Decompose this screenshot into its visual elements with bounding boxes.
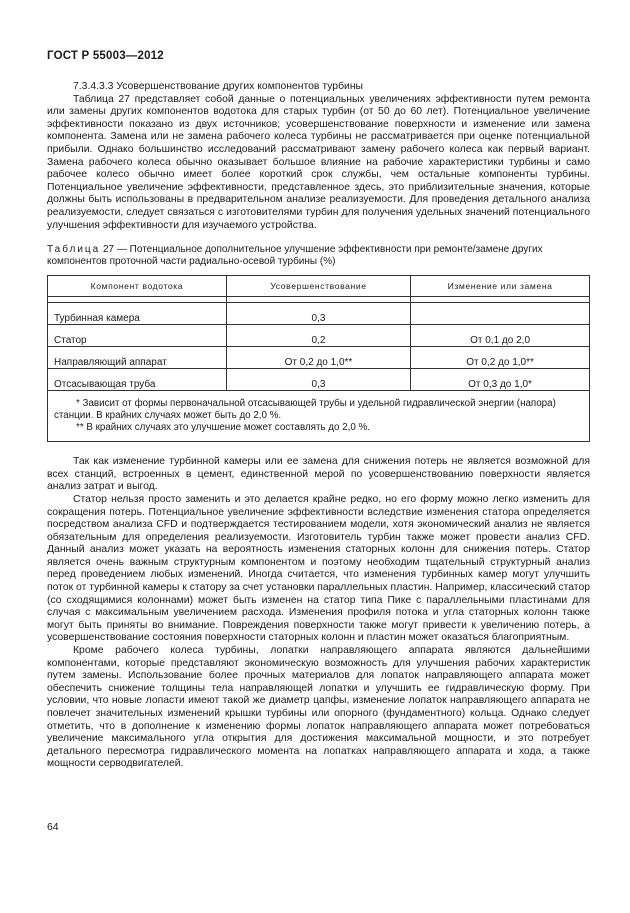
table-caption-label: Таблица [47, 244, 101, 256]
section-title: 7.3.4.3.3 Усовершенствование других компонентов турбины [73, 81, 364, 92]
cell-replacement: От 0,3 до 1,0* [411, 368, 590, 390]
cell-improvement: 0,3 [226, 302, 410, 324]
table-row [48, 368, 590, 390]
document-header: ГОСТ Р 55003—2012 [47, 50, 164, 62]
cell-component: Статор [48, 324, 227, 346]
header-replacement: Изменение или замена [411, 275, 590, 296]
cell-replacement: От 0,2 до 1,0** [411, 346, 590, 368]
table-row [48, 324, 590, 346]
table-header-row [48, 275, 590, 296]
efficiency-table [47, 275, 590, 443]
body-paragraph: Так как изменение турбинной камеры или ее замена для снижения потерь не является возможной для всех станций, встроенных в цемент, единственной мерой по усовершенствованию поверхности является анализ затрат и выгод. [47, 456, 590, 493]
table-row [48, 346, 590, 368]
table-note-1: * Зависит от формы первоначальной отсасывающей трубы и удельной гидравлической энергии (напора) станции. В крайних случаях может быть до 2,0 %. [54, 397, 556, 421]
table-note-2: ** В крайних случаях это улучшение может составлять до 2,0 %. [76, 421, 370, 433]
cell-replacement [411, 302, 590, 324]
page-number: 64 [47, 822, 59, 833]
table-caption [47, 244, 590, 268]
cell-component: Направляющий аппарат [48, 346, 227, 368]
cell-improvement: 0,2 [226, 324, 410, 346]
header-improvement: Усовершенствование [226, 275, 410, 296]
body-text [47, 456, 590, 771]
header-component: Компонент водотока [48, 275, 227, 296]
cell-replacement: От 0,1 до 2,0 [411, 324, 590, 346]
table-caption-text: 27 — Потенциальное дополнительное улучшение эффективности при ремонте/замене других компонентов проточной части радиально-осевой турбины (%) [47, 244, 543, 268]
table-row [48, 302, 590, 324]
cell-improvement: 0,3 [226, 368, 410, 390]
body-paragraph: Кроме рабочего колеса турбины, лопатки направляющего аппарата являются дальнейшими компонентами, которые представляют экономическую возможность для улучшения рабочих характеристик путем замены. Использование более прочных материалов для лопаток направляющего аппарата может обеспечить снижение толщины тела направляющей лопатки и улучшить ее гидравлическую форму. При условии, что новые лопасти имеют такой же диаметр цапфы, изменение лопаток направляющего аппарата не повлечет значительных изменений крышки турбины или опорного (фундаментного) кольца. Однако следует отметить, что в дополнение к изменению формы лопаток направляющего аппарата может потребоваться увеличение максимального угла открытия для достижения максимальной мощности, и это потребует детального пересмотра гидравлического момента на лопатках направляющего аппарата и хода, а также мощности серводвигателей. [47, 645, 590, 770]
cell-component: Отсасывающая труба [48, 368, 227, 390]
intro-paragraph: Таблица 27 представляет собой данные о потенциальных увеличениях эффективности путем ремонта или замены других компонентов водотока для старых турбин (от 50 до 60 лет). Потенциальное увеличение эффективности показано из двух источников; усовершенствование поверхности и изменение или замена компонента. Замена или не замена рабочего колеса турбины не рассматривается при оценке потенциальной прибыли. Однако большинство исследований рассматривают замену рабочего колеса как первый вариант. Замена рабочего колеса обычно оказывает большое влияние на рабочие характеристики турбины и само рабочее колесо обычно имеет более короткий срок службы, чем остальные компоненты турбины. Потенциальное увеличение эффективности, представленное здесь, это приблизительные значения, которые должны быть использованы в предварительном анализе реализуемости. Для проведения детального анализа реализуемости, следует связаться с изготовителями турбин для получения удельных значений потенциального улучшения эффективности для изучаемого устройства. [47, 93, 590, 231]
cell-component: Турбинная камера [48, 302, 227, 324]
cell-improvement: От 0,2 до 1,0** [226, 346, 410, 368]
body-paragraph: Статор нельзя просто заменить и это делается крайне редко, но его форму можно легко изменить для сокращения потерь. Потенциальное увеличение эффективности вследствие изменения статора определяется посредством анализа CFD и подтверждается тестированием модели, хотя экономический анализ не является обязательным для определения реализуемости. Изготовитель турбин также может провести анализ CFD. Данный анализ может указать на вероятность изменения статорных колонн для снижения потерь. Статор является очень важным структурным компонентом и поэтому необходим тщательный структурный анализ перед проведением любых изменений. Иногда считается, что изменения турбинных камер могут улучшить поток от турбинной камеры к статору за счет установки параллельных пластин. Например, классический статор (со сходящимися колоннами) может быть изменен на статор типа Пике с параллельными пластинами для случая с максимальным увеличением расхода. Изменения профиля потока и угла статорных колонн также могут быть приняты во внимание. Повреждения поверхности также могут привести к увеличению потерь, а усовершенствование состояния поверхности статорных колонн и пластин может оказаться благоприятным. [47, 493, 590, 644]
table-notes [48, 390, 590, 442]
table-notes-row [48, 390, 590, 442]
